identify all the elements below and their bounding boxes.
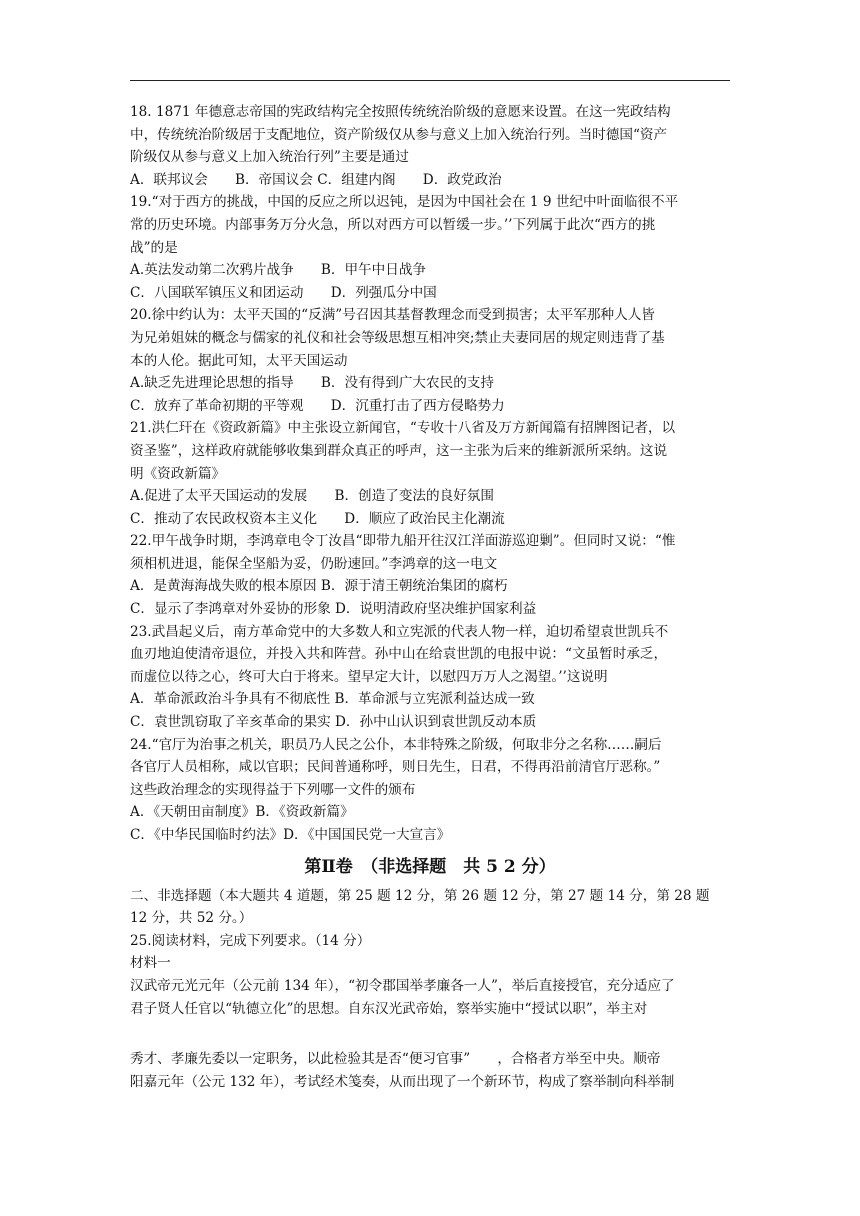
question-text: 21.洪仁玕在《资政新篇》中主张设立新闻官，“专收十八省及万方新闻篇有招牌图记者，以 (130, 420, 676, 437)
question-text: 本的人伦。据此可知，太平天国运动 (130, 352, 348, 369)
answer-options: A.促进了太平天国运动的发展 B．创造了变法的良好氛围 (130, 488, 494, 505)
question-20 (130, 304, 730, 417)
material-label: 材料一 (130, 955, 171, 972)
answer-options: C．显示了李鸿章对外妥协的形象 D．说明清政府坚决维护国家利益 (130, 601, 537, 618)
instruction-text: 二、非选择题（本大题共 4 道题，第 25 题 12 分，第 26 题 12 分，第 27 题 14 分，第 28 题 (130, 887, 710, 904)
instruction-text: 12 分，共 52 分。） (130, 910, 253, 927)
question-text: 中，传统统治阶级居于支配地位，资产阶级仅从参与意义上加入统治行列。当时德国“资产 (130, 126, 668, 143)
answer-options: A．《天朝田亩制度》B．《资政新篇》 (130, 804, 354, 821)
material-text: 阳嘉元年（公元 132 年），考试经术笺奏，从而出现了一个新环节，构成了察举制向科举制 (130, 1073, 675, 1090)
question-text: 23.武昌起义后，南方革命党中的大多数人和立宪派的代表人物一样，迫切希望袁世凯兵不 (130, 623, 669, 640)
answer-options: C．推动了农民政权资本主义化 D．顺应了政治民主化潮流 (130, 510, 505, 527)
material-text: 秀才、孝廉先委以一定职务，以此检验其是否“便习官事” ，合格者方举至中央。顺帝 (130, 1051, 661, 1068)
answer-options: A.英法发动第二次鸦片战争 B．甲午中日战争 (130, 262, 427, 279)
material-text: 君子贤人任官以“轨德立化”的思想。自东汉光武帝始，察举实施中“授试以职”，举主对 (130, 1000, 648, 1017)
material-text: 汉武帝元光元年（公元前 134 年），“初令郡国举孝廉各一人”，举后直接授官，充分适应了 (130, 977, 675, 994)
answer-options: C．放弃了革命初期的平等观 D．沉重打击了西方侵略势力 (130, 397, 505, 414)
answer-options: A．联邦议会 B．帝国议会 C．组建内阁 D．政党政治 (130, 171, 502, 188)
question-text: 而虚位以待之心，终可大白于将来。望早定大计，以慰四万万人之渴望。’’这说明 (130, 668, 608, 685)
answer-options: A.缺乏先进理论思想的指导 B．没有得到广大农民的支持 (130, 375, 494, 392)
exam-page (130, 101, 730, 1093)
question-23 (130, 621, 730, 734)
question-text: 战”的是 (130, 239, 178, 256)
section-heading: 第Ⅱ卷 （非选择题 共 5 2 分） (304, 856, 556, 877)
spacer (130, 1020, 730, 1048)
question-text: 资圣鉴”，这样政府就能够收集到群众真正的呼声，这一主张为后来的维新派所采纳。这说 (130, 442, 668, 459)
answer-options: A．是黄海海战失败的根本原因 B．源于清王朝统治集团的腐朽 (130, 578, 508, 595)
question-18 (130, 101, 730, 191)
question-text: 须相机进退，能保全坚船为妥，仍盼速回。”李鸿章的这一电文 (130, 555, 498, 572)
question-text: 19.“对于西方的挑战，中国的反应之所以迟钝，是因为中国社会在 1 9 世纪中叶面临很不平 (130, 194, 679, 211)
question-text: 18. 1871 年德意志帝国的宪政结构完全按照传统统治阶级的意愿来设置。在这一宪政结构 (130, 104, 671, 120)
answer-options: C．袁世凯窃取了辛亥革命的果实 D．孙中山认识到袁世凯反动本质 (130, 714, 537, 731)
question-text: 20.徐中约认为：太平天国的“反满”号召因其基督教理念而受到损害；太平军那种人人皆 (130, 307, 655, 324)
answer-options: A．革命派政治斗争具有不彻底性 B．革命派与立宪派利益达成一致 (130, 691, 535, 708)
header-rule (130, 80, 730, 81)
question-text: 这些政治理念的实现得益于下列哪一文件的颁布 (130, 781, 416, 798)
answer-options: C．八国联军镇压义和团运动 D．列强瓜分中国 (130, 284, 437, 301)
question-24 (130, 734, 730, 847)
question-text: 阶级仅从参与意义上加入统治行列”主要是通过 (130, 149, 409, 166)
question-text: 血刃地迫使清帝退位，并投入共和阵营。孙中山在给袁世凯的电报中说：“文虽暂时承乏， (130, 646, 668, 663)
question-text: 常的历史环境。内部事务万分火急，所以对西方可以暂缓一步。’’下列属于此次“西方的挑 (130, 216, 656, 233)
question-text: 为兄弟姐妹的概念与儒家的礼仪和社会等级思想互相冲突;禁止夫妻同居的规定则违背了基 (130, 329, 665, 346)
question-text: 22.甲午战争时期，李鸿章电令丁汝昌“即带九船开往汉江洋面游巡迎剿”。但同时又说：“惟 (130, 533, 676, 550)
question-21 (130, 417, 730, 530)
answer-options: C．《中华民国临时约法》D．《中国国民党一大宣言》 (130, 827, 451, 843)
question-25 (130, 930, 730, 1094)
question-text: 24.“官厅为治事之机关，职员乃人民之公仆，本非特殊之阶级，何取非分之名称……嗣后 (130, 736, 662, 753)
question-title: 25.阅读材料，完成下列要求。（14 分） (130, 932, 371, 949)
section-instructions (130, 885, 730, 930)
question-text: 各官厅人员相称，咸以官职；民间普通称呼，则日先生，日君，不得再沿前清官厅恶称。” (130, 759, 661, 776)
question-text: 明《资政新篇》 (130, 465, 226, 482)
question-19 (130, 191, 730, 304)
question-22 (130, 530, 730, 620)
